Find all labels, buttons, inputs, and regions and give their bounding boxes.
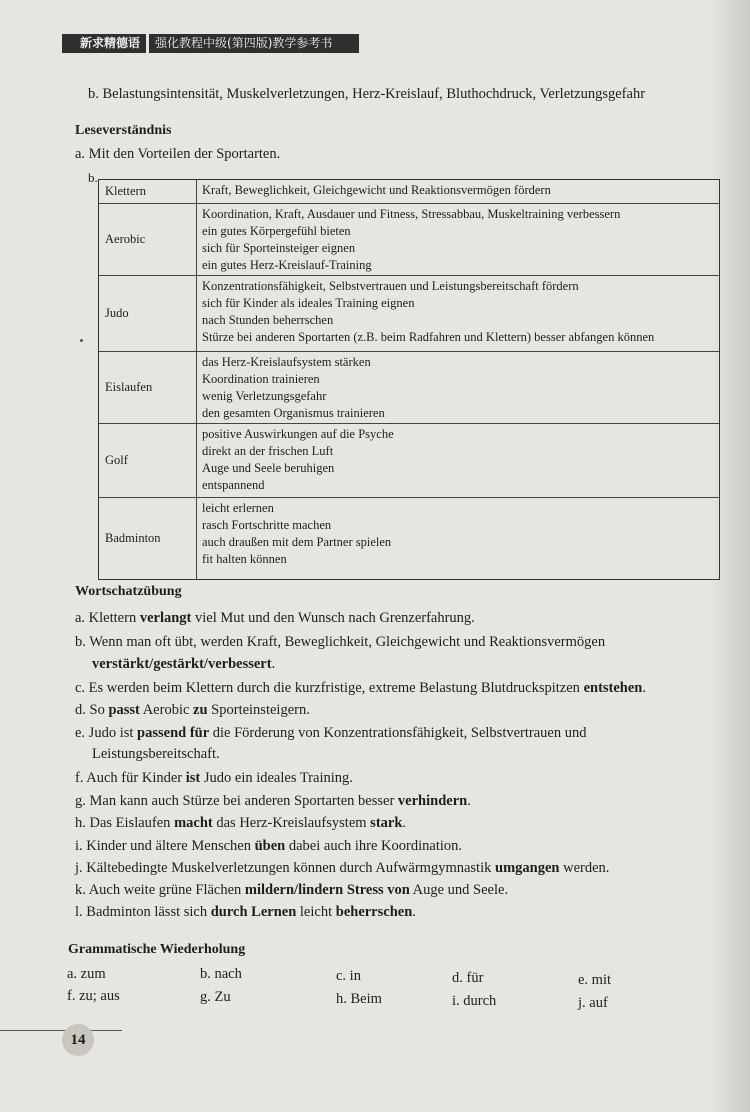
table-row xyxy=(99,498,719,579)
section-title-wortschatzuebung: Wortschatzübung xyxy=(75,584,182,599)
benefit-item: ein gutes Körpergefühl bieten xyxy=(202,224,351,238)
sports-table xyxy=(98,179,720,580)
table-row xyxy=(99,352,719,424)
sport-benefits xyxy=(202,354,715,422)
benefit-item: wenig Verletzungsgefahr xyxy=(202,389,327,403)
footer-rule xyxy=(0,1030,122,1031)
benefit-item: ein gutes Herz-Kreislauf-Training xyxy=(202,258,372,272)
wortschatz-item-continued: Leistungsbereitschaft. xyxy=(92,746,220,762)
sport-name: Klettern xyxy=(99,180,197,203)
benefit-item: Koordination, Kraft, Ausdauer und Fitness, Stressabbau, Muskeltraining verbessern xyxy=(202,207,621,221)
grammatik-answer: g. Zu xyxy=(200,989,231,1005)
wortschatz-item: e. Judo ist passend für die Förderung von Konzentrationsfähigkeit, Selbstvertrauen und xyxy=(75,725,587,741)
benefit-item: entspannend xyxy=(202,478,265,492)
sport-name: Golf xyxy=(99,424,197,497)
benefit-item: leicht erlernen xyxy=(202,501,274,515)
answer-line-b: b. Belastungsintensität, Muskelverletzungen, Herz-Kreislauf, Bluthochdruck, Verletzungsgefahr xyxy=(88,86,646,102)
sport-benefits xyxy=(202,500,715,568)
header-series: 新求精德语 xyxy=(62,34,149,53)
benefit-item: sich für Sporteinsteiger eignen xyxy=(202,241,356,255)
wortschatz-item: g. Man kann auch Stürze bei anderen Sportarten besser verhindern. xyxy=(75,793,471,809)
section-title-leseverstaendnis: Leseverständnis xyxy=(75,123,172,138)
lese-answer-b-label: b. xyxy=(88,170,98,185)
wortschatz-item: k. Auch weite grüne Flächen mildern/lindern Stress von Auge und Seele. xyxy=(75,882,509,898)
table-row xyxy=(99,180,719,204)
grammatik-answer: i. durch xyxy=(452,993,497,1009)
benefit-item: Stürze bei anderen Sportarten (z.B. beim Radfahren und Klettern) besser abfangen können xyxy=(202,330,655,344)
benefit-item: sich für Kinder als ideales Training eignen xyxy=(202,296,415,310)
wortschatz-item: a. Klettern verlangt viel Mut und den Wunsch nach Grenzerfahrung. xyxy=(75,610,475,626)
benefit-item: Auge und Seele beruhigen xyxy=(202,461,335,475)
sport-benefits xyxy=(202,278,715,346)
benefit-item: das Herz-Kreislaufsystem stärken xyxy=(202,355,371,369)
grammatik-answer: j. auf xyxy=(578,995,608,1011)
benefit-item: Kraft, Beweglichkeit, Gleichgewicht und Reaktionsvermögen fördern xyxy=(202,183,551,197)
wortschatz-item: i. Kinder und ältere Menschen üben dabei auch ihre Koordination. xyxy=(75,838,462,854)
benefit-item: Koordination trainieren xyxy=(202,372,320,386)
wortschatz-item: b. Wenn man oft übt, werden Kraft, Beweglichkeit, Gleichgewicht und Reaktionsvermögen xyxy=(75,634,606,650)
wortschatz-item: d. So passt Aerobic zu Sporteinsteigern. xyxy=(75,702,310,718)
grammatik-answer: f. zu; aus xyxy=(67,988,120,1004)
benefit-item: positive Auswirkungen auf die Psyche xyxy=(202,427,394,441)
sport-name: Eislaufen xyxy=(99,352,197,423)
grammatik-answer: h. Beim xyxy=(336,991,382,1007)
sport-benefits xyxy=(202,206,715,274)
grammatik-answer: b. nach xyxy=(200,966,242,982)
benefit-item: rasch Fortschritte machen xyxy=(202,518,332,532)
benefit-item: nach Stunden beherrschen xyxy=(202,313,334,327)
wortschatz-item-continued: verstärkt/gestärkt/verbessert. xyxy=(92,656,276,672)
wortschatz-item: l. Badminton lässt sich durch Lernen leicht beherrschen. xyxy=(75,904,416,920)
table-row xyxy=(99,276,719,352)
grammatik-answer: a. zum xyxy=(67,966,106,982)
header-banner xyxy=(62,34,359,53)
grammatik-answer: c. in xyxy=(336,968,361,984)
grammatik-answer: e. mit xyxy=(578,972,612,988)
benefit-item: fit halten können xyxy=(202,552,287,566)
wortschatz-item: j. Kältebedingte Muskelverletzungen können durch Aufwärmgymnastik umgangen werden. xyxy=(75,860,610,876)
wortschatz-item: f. Auch für Kinder ist Judo ein ideales Training. xyxy=(75,770,353,786)
grammatik-answer: d. für xyxy=(452,970,484,986)
sport-name: Judo xyxy=(99,276,197,351)
section-title-grammatik: Grammatische Wiederholung xyxy=(68,942,246,957)
table-row xyxy=(99,204,719,276)
sport-benefits xyxy=(202,426,715,494)
wortschatz-item: h. Das Eislaufen macht das Herz-Kreislaufsystem stark. xyxy=(75,815,407,831)
margin-dot xyxy=(80,339,83,342)
page-number: 14 xyxy=(62,1024,94,1056)
benefit-item: direkt an der frischen Luft xyxy=(202,444,334,458)
sport-name: Badminton xyxy=(99,498,197,579)
wortschatz-item: c. Es werden beim Klettern durch die kurzfristige, extreme Belastung Blutdruckspitzen entstehen. xyxy=(75,680,646,696)
table-row xyxy=(99,424,719,498)
benefit-item: Konzentrationsfähigkeit, Selbstvertrauen und Leistungsbereitschaft fördern xyxy=(202,279,579,293)
header-book-title: 强化教程中级(第四版)教学参考书 xyxy=(155,36,333,50)
sport-name: Aerobic xyxy=(99,204,197,275)
lese-answer-a: a. Mit den Vorteilen der Sportarten. xyxy=(75,146,281,162)
sport-benefits xyxy=(202,182,715,199)
benefit-item: den gesamten Organismus trainieren xyxy=(202,406,385,420)
benefit-item: auch draußen mit dem Partner spielen xyxy=(202,535,392,549)
